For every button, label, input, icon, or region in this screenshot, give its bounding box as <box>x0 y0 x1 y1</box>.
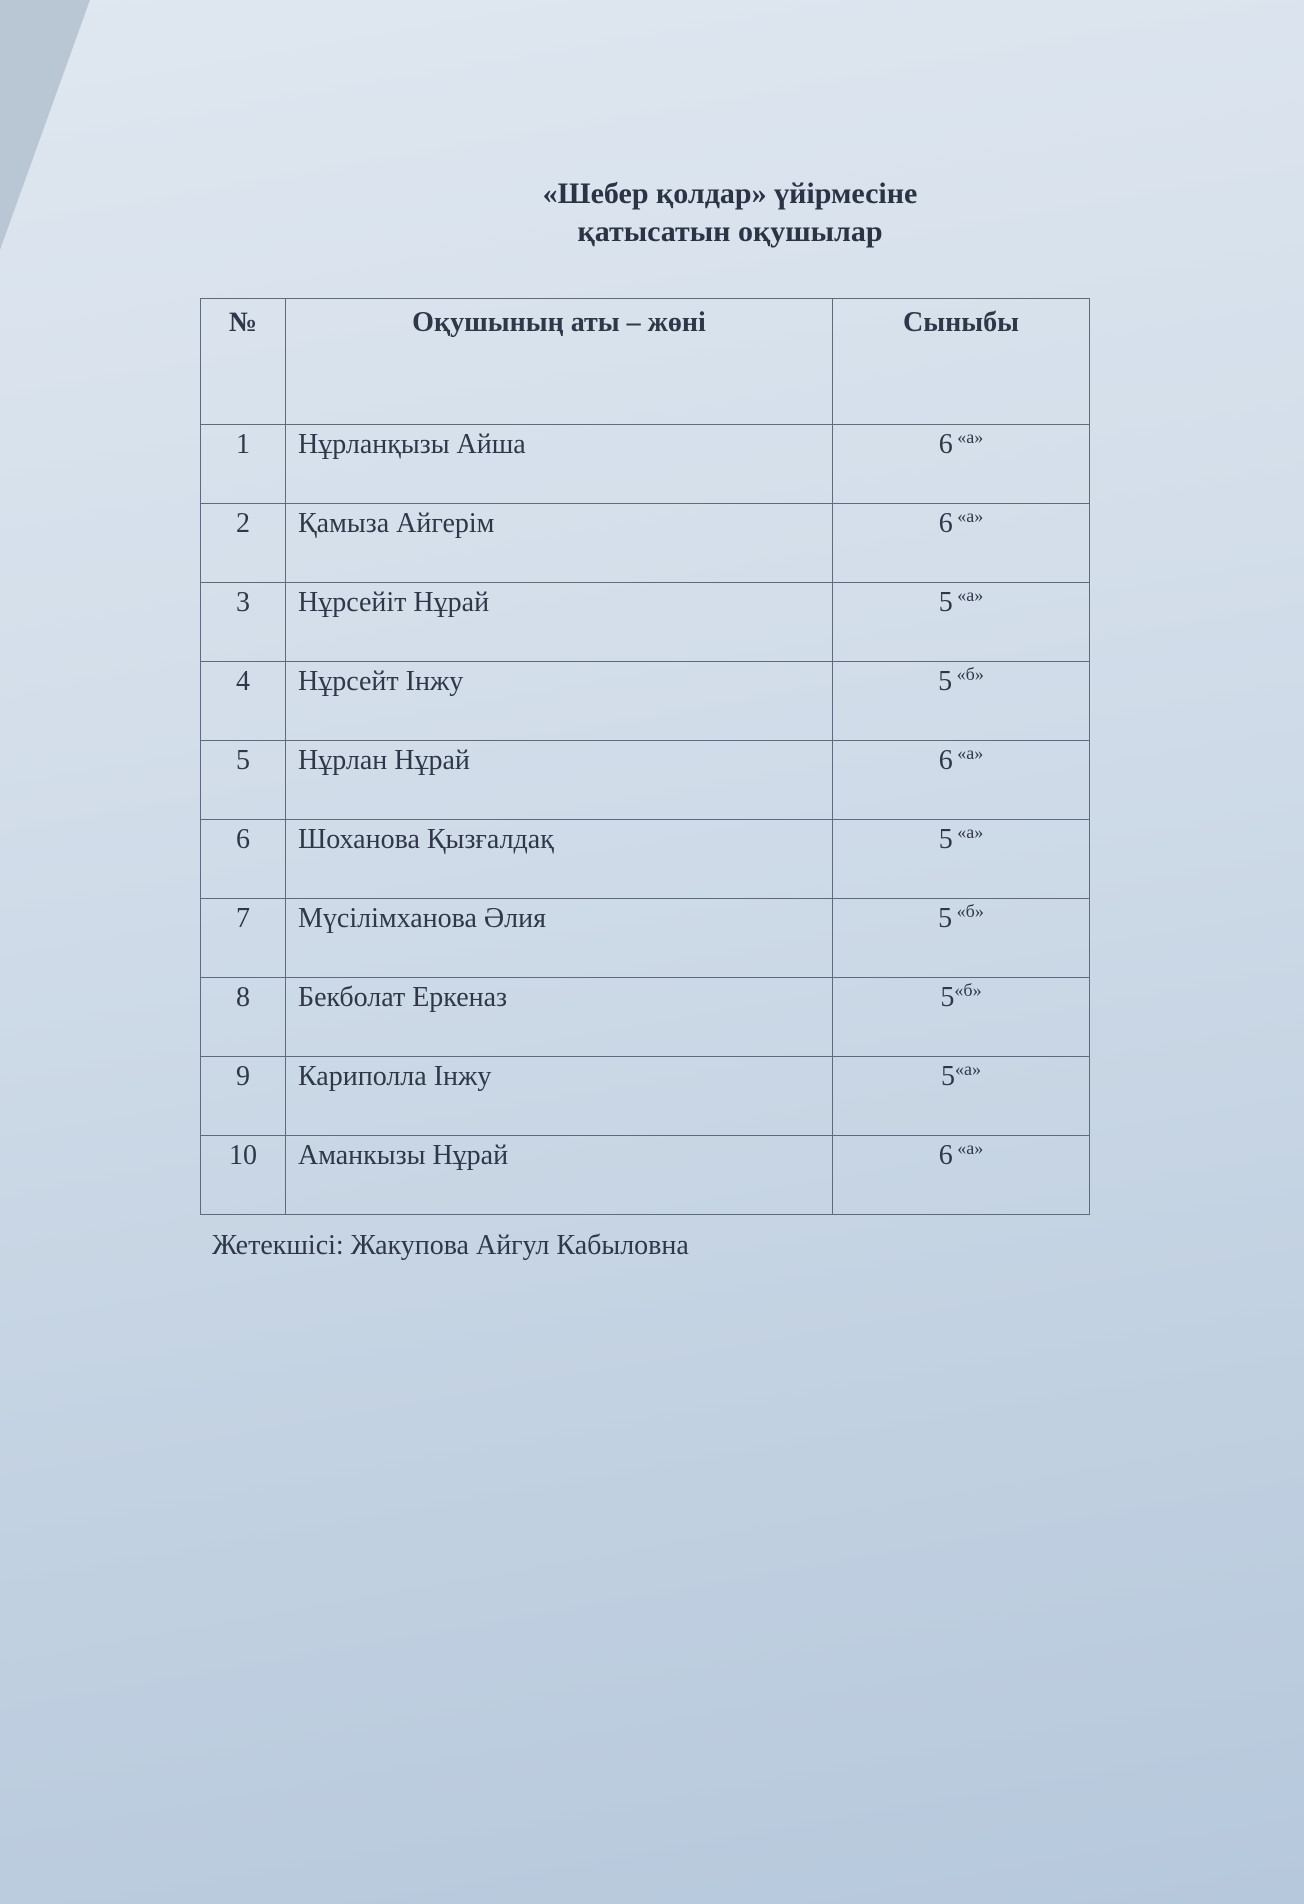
row-class <box>833 978 1090 1057</box>
class-letter: «а» <box>952 1138 984 1158</box>
row-student-name: Кариполла Інжу <box>286 1057 833 1136</box>
row-number: 5 <box>201 741 286 820</box>
class-number: 6 <box>938 429 953 460</box>
table-row <box>201 1057 1090 1136</box>
row-number: 8 <box>201 978 286 1057</box>
supervisor-line: Жетекшісі: Жакупова Айгул Кабыловна <box>212 1230 689 1261</box>
row-student-name: Нұрлан Нұрай <box>286 741 833 820</box>
class-number: 5 <box>938 824 953 855</box>
row-student-name: Мүсілімханова Әлия <box>286 899 833 978</box>
row-class <box>833 899 1090 978</box>
row-student-name: Шоханова Қызғалдақ <box>286 820 833 899</box>
table-row <box>201 741 1090 820</box>
class-number: 6 <box>938 745 953 776</box>
row-class <box>833 662 1090 741</box>
row-class <box>833 1136 1090 1215</box>
class-letter: «б» <box>952 664 984 684</box>
class-letter: «а» <box>952 427 984 447</box>
row-number: 7 <box>201 899 286 978</box>
row-number: 4 <box>201 662 286 741</box>
header-number: № <box>201 299 286 425</box>
document-title-line2: қатысатын оқушылар <box>577 215 883 248</box>
table-row <box>201 504 1090 583</box>
row-student-name: Аманкызы Нұрай <box>286 1136 833 1215</box>
class-number: 5 <box>938 903 953 934</box>
class-letter: «а» <box>955 1059 981 1079</box>
table-row <box>201 899 1090 978</box>
class-letter: «а» <box>952 585 984 605</box>
class-number: 6 <box>938 508 953 539</box>
class-letter: «а» <box>952 743 984 763</box>
row-student-name: Нұрланқызы Айша <box>286 425 833 504</box>
header-student-name: Оқушының аты – жөні <box>286 299 833 425</box>
class-letter: «б» <box>952 901 984 921</box>
header-class: Сыныбы <box>833 299 1090 425</box>
row-student-name: Бекболат Еркеназ <box>286 978 833 1057</box>
class-number: 5 <box>940 982 955 1013</box>
class-number: 5 <box>938 666 953 697</box>
row-student-name: Нұрсейт Інжу <box>286 662 833 741</box>
row-number: 1 <box>201 425 286 504</box>
class-letter: «а» <box>952 506 984 526</box>
row-class <box>833 425 1090 504</box>
row-number: 6 <box>201 820 286 899</box>
class-letter: «б» <box>954 980 982 1000</box>
table-row <box>201 583 1090 662</box>
paper-fold-corner <box>0 0 90 250</box>
students-table <box>200 298 1090 1215</box>
row-number: 10 <box>201 1136 286 1215</box>
row-class <box>833 504 1090 583</box>
table-row <box>201 425 1090 504</box>
row-number: 2 <box>201 504 286 583</box>
row-student-name: Қамыза Айгерім <box>286 504 833 583</box>
row-number: 3 <box>201 583 286 662</box>
row-number: 9 <box>201 1057 286 1136</box>
document-title-line1: «Шебер қолдар» үйірмесіне <box>542 177 918 210</box>
table-header-row <box>201 299 1090 425</box>
class-number: 6 <box>938 1140 953 1171</box>
table-row <box>201 1136 1090 1215</box>
class-number: 5 <box>938 587 953 618</box>
row-class <box>833 741 1090 820</box>
row-class <box>833 583 1090 662</box>
class-letter: «а» <box>952 822 984 842</box>
class-number: 5 <box>941 1061 955 1092</box>
table-row <box>201 662 1090 741</box>
table-row <box>201 978 1090 1057</box>
row-class <box>833 1057 1090 1136</box>
table-row <box>201 820 1090 899</box>
row-class <box>833 820 1090 899</box>
row-student-name: Нұрсейіт Нұрай <box>286 583 833 662</box>
